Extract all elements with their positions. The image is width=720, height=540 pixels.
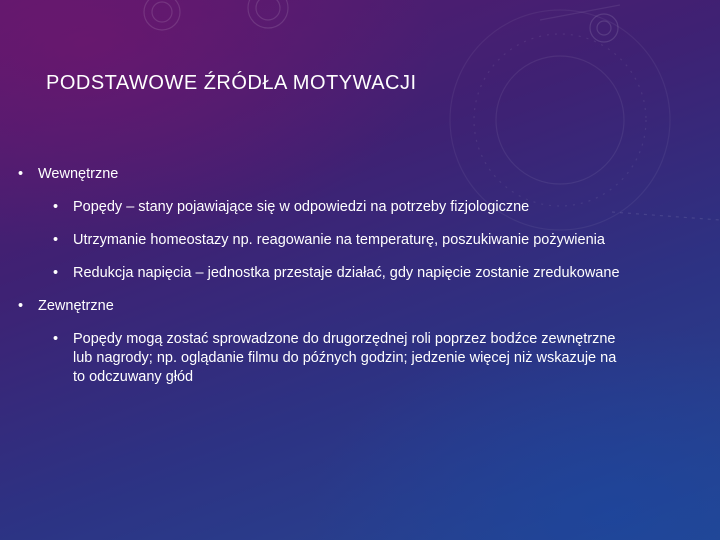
bullet-icon: • bbox=[53, 331, 59, 347]
list-item-level2 bbox=[53, 231, 623, 250]
list-item-text: Popędy mogą zostać sprowadzone do drugorzędnej roli poprzez bodźce zewnętrzne lub nagrody; np. oglądanie filmu do późnych godzin; jedzenie więcej niż wskazuje na to odczuwany głód bbox=[73, 331, 617, 385]
slide-content bbox=[18, 165, 638, 401]
bullet-icon: • bbox=[18, 166, 24, 182]
slide-title: PODSTAWOWE ŹRÓDŁA MOTYWACJI bbox=[46, 72, 417, 94]
list-item-level2 bbox=[53, 198, 623, 217]
bullet-icon: • bbox=[18, 298, 24, 314]
list-item-text: Utrzymanie homeostazy np. reagowanie na temperaturę, poszukiwanie pożywienia bbox=[73, 232, 605, 248]
list-item-level2 bbox=[53, 264, 623, 283]
list-item-text: Popędy – stany pojawiające się w odpowiedzi na potrzeby fizjologiczne bbox=[73, 199, 530, 215]
bullet-icon: • bbox=[53, 199, 59, 215]
list-item-text: Wewnętrzne bbox=[38, 166, 119, 182]
bullet-icon: • bbox=[53, 265, 59, 281]
list-item-text: Zewnętrzne bbox=[38, 298, 114, 314]
list-item-level1 bbox=[18, 297, 638, 316]
list-item-level1 bbox=[18, 165, 638, 184]
list-item-text: Redukcja napięcia – jednostka przestaje działać, gdy napięcie zostanie zredukowane bbox=[73, 265, 620, 281]
list-item-level2 bbox=[53, 330, 623, 387]
bullet-icon: • bbox=[53, 232, 59, 248]
